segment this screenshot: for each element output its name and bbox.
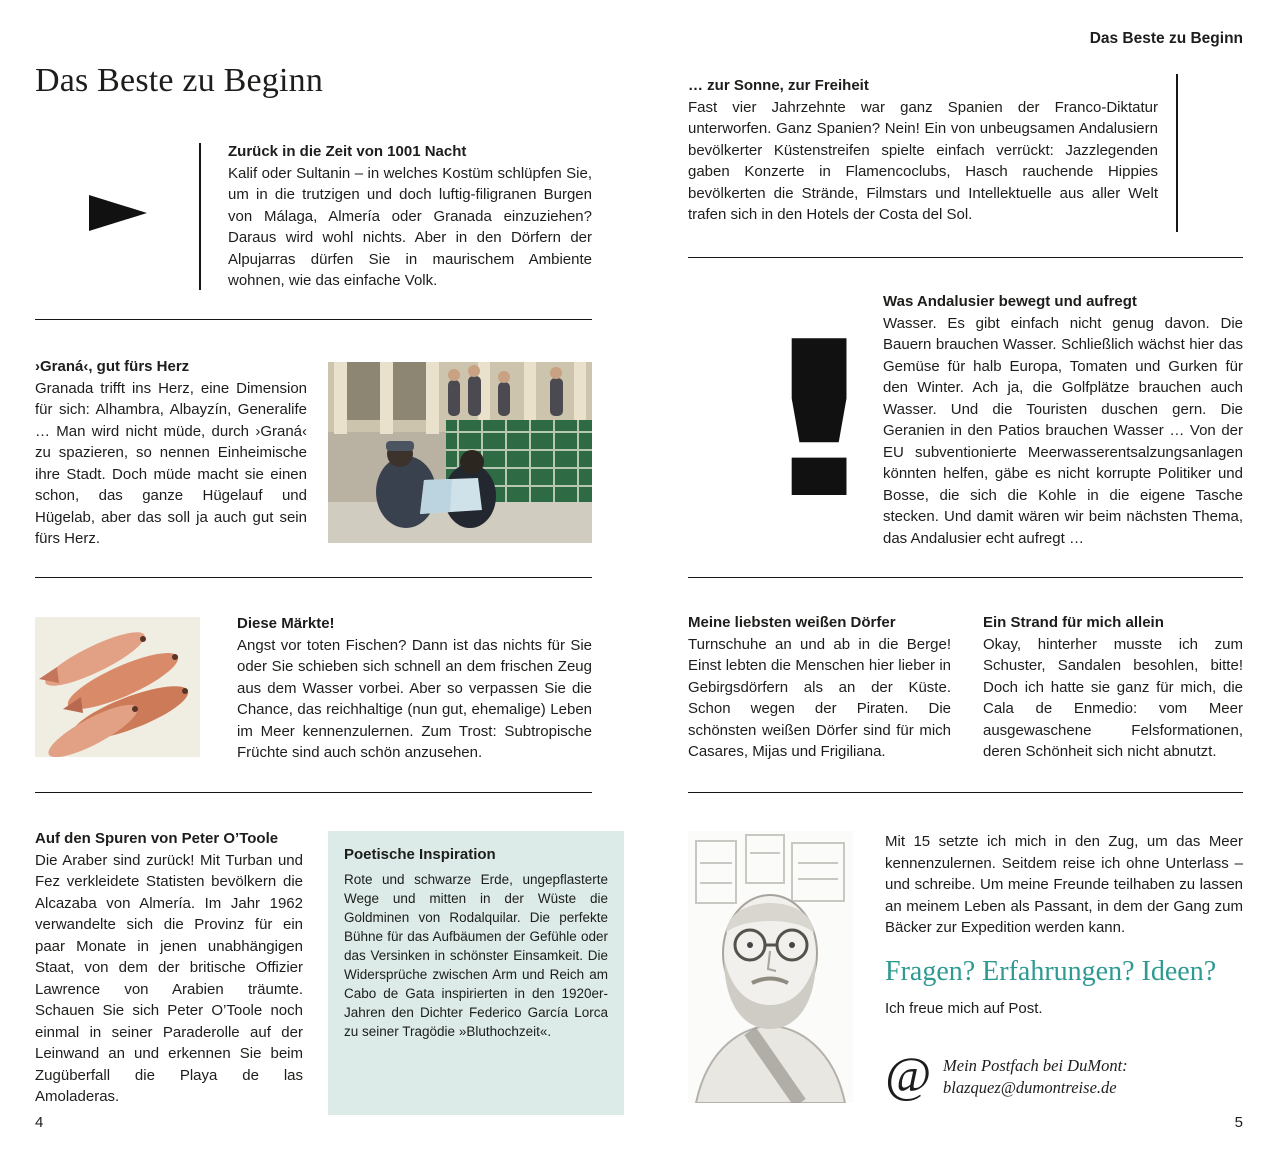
box-body: Rote und schwarze Erde, ungepflasterte Wege und mitten in der Wüste die Goldminen von Rodalquilar. Die perfekte Bühne für das Aufbäumen der Gefühle oder das Versinken in schönster Einsamkeit. Die Widersprüche zwischen Arm und Reich am Cabo de Gata inspirierten in den 1920er-Jahren den Dichter Federico García Lorca zu seiner Tragödie »Bluthochzeit«. xyxy=(344,872,608,1039)
section-heading: Diese Märkte! xyxy=(237,615,335,632)
section-vertical-rule xyxy=(199,143,201,290)
section-body: Fast vier Jahrzehnte war ganz Spanien der Franco-Diktatur unterworfen. Ganz Spanien? Nein! Ein von unbeugsamen Andalusiern bevölkerter Küstenstreifen spielte einfach verrückt: Jazzlegenden gaben Konzerte in Flamencoclubs, Hasch rauchende Hippies bevölkerten die Strände, Filmstars und Intellektuelle aus aller Welt trafen sich in den Hotels der Costa del Sol. xyxy=(688,98,1158,223)
email-address: blazquez@dumontreise.de xyxy=(943,1078,1117,1097)
cta-body: Ich freue mich auf Post. xyxy=(885,999,1043,1017)
section-vertical-rule xyxy=(1176,74,1178,232)
section-heading: Was Andalusier bewegt und aufregt xyxy=(883,293,1137,310)
author-portrait-sketch xyxy=(688,831,853,1103)
section-markets xyxy=(237,613,592,764)
alhambra-photo-graphic xyxy=(328,362,592,543)
section-otoole xyxy=(35,828,303,1108)
section-body: Kalif oder Sultanin – in welches Kostüm schlüpfen Sie, um in die trutzigen und doch luftig-filigranen Burgen von Málaga, Almería oder Granada einzuziehen? Daraus wird wohl nichts. Aber in den Dörfern der Alpujarras dürfen Sie in maurischem Ambiente wohnen, wie das einfache Volk. xyxy=(228,164,592,289)
divider xyxy=(35,792,592,793)
divider xyxy=(688,257,1243,258)
section-water xyxy=(883,291,1243,549)
exclamation-mark-icon: ! xyxy=(748,295,891,546)
page-number-left: 4 xyxy=(35,1114,44,1131)
mailbox-info xyxy=(943,1049,1128,1099)
author-sketch-graphic xyxy=(688,831,853,1103)
section-grana xyxy=(35,356,307,550)
section-author xyxy=(885,831,1243,1102)
section-freedom xyxy=(688,75,1158,226)
pointer-triangle-icon xyxy=(89,195,147,231)
section-body: Turnschuhe an und ab in die Berge! Einst lebten die Menschen hier lieber in Gebirgsdörfern als an der Küste. Schon wegen der Piraten. Die schönsten weißen Dörfer sind für mich Casares, Mijas und Frigiliana. xyxy=(688,635,951,760)
section-beach xyxy=(983,612,1243,763)
section-heading: Meine liebsten weißen Dörfer xyxy=(688,614,896,631)
section-heading: … zur Sonne, zur Freiheit xyxy=(688,77,869,94)
section-1001-nights xyxy=(228,141,592,292)
alhambra-tourists-photo xyxy=(328,362,592,543)
box-heading: Poetische Inspiration xyxy=(344,846,496,863)
poetic-inspiration-box xyxy=(328,831,624,1115)
divider xyxy=(688,792,1243,793)
page-title: Das Beste zu Beginn xyxy=(35,62,324,99)
section-body: Wasser. Es gibt einfach nicht genug davon. Die Bauern brauchen Wasser. Schließlich wächst hier das Gemüse für halb Europa, Tomaten und Gurken für den Winter. Ach ja, die Golfplätze brauchen auch Wasser. Und die Touristen duschen gern. Die Geranien in den Patios brauchen Wasser … Von der EU subventionierte Meerwasserentsalzungsanlagen könnten helfen, gäbe es nicht korrupte Politiker und Bosse, die sich die Kohle in die eigene Tasche stecken. Und damit wären wir beim nächsten Thema, das Andalusier echt aufregt … xyxy=(883,314,1243,547)
section-body: Granada trifft ins Herz, eine Dimension für sich: Alhambra, Albayzín, Generalife … Man wird nicht müde, durch ›Graná‹ zu spazieren, so nennen Einheimische ihre Stadt. Doch müde macht sie einen schon, das ganze Hügelauf und Hügelab, aber das soll ja auch gut sein fürs Herz. xyxy=(35,379,307,547)
at-sign-icon: @ xyxy=(885,1046,931,1102)
mailbox-row xyxy=(885,1046,1243,1102)
section-heading: Auf den Spuren von Peter O’Toole xyxy=(35,830,279,847)
divider xyxy=(35,319,592,320)
section-body: Angst vor toten Fischen? Dann ist das nichts für Sie oder Sie schieben sich schnell an dem frischen Zeug aus dem Wasser vorbei. Aber so verpassen Sie die Chance, das reichhaltige (nun gut, ehemalige) Leben im Meer kennenzulernen. Zum Trost: Subtropische Früchte sind auch schön anzusehen. xyxy=(237,636,592,761)
section-body: Die Araber sind zurück! Mit Turban und Fez verkleidete Statisten bevölkern die Alcazaba von Almería. Im Jahr 1962 verwandelte sich die Provinz für ein paar Monate in jenen unabhängigen Staat, von dem der britische Offizier Lawrence von Arabien träumte. Schauen Sie sich Peter O’Toole noch einmal in seiner Paraderolle auf der Leinwand an und erkennen Sie beim Zugüberfall die Playa de las Amoladeras. xyxy=(35,851,303,1105)
section-body: Okay, hinterher musste ich zum Schuster, Sandalen besohlen, bitte! Doch ich hatte sie ganz für mich, die Cala de Enmedio: vom Meer ausgewaschene Felsformationen, deren Schönheit sich nicht abnutzt. xyxy=(983,635,1243,760)
fish-photo-graphic xyxy=(35,617,200,757)
cta-heading: Fragen? Erfahrungen? Ideen? xyxy=(885,955,1217,987)
section-heading: ›Graná‹, gut fürs Herz xyxy=(35,358,190,375)
author-body: Mit 15 setzte ich mich in den Zug, um das Meer kennenzulernen. Seitdem reise ich ohne Unterlass – und schreibe. Um meine Freunde teilhaben zu lassen an meinem Leben als Passant, in dem der Gang zum Bäcker zur Expedition werden kann. xyxy=(885,833,1243,936)
page-number-right: 5 xyxy=(1234,1114,1243,1131)
divider xyxy=(35,577,592,578)
running-head: Das Beste zu Beginn xyxy=(1089,30,1243,47)
section-villages xyxy=(688,612,951,763)
divider xyxy=(688,577,1243,578)
section-heading: Ein Strand für mich allein xyxy=(983,614,1164,631)
mailbox-label: Mein Postfach bei DuMont: xyxy=(943,1056,1128,1075)
section-heading: Zurück in die Zeit von 1001 Nacht xyxy=(228,143,467,160)
fish-market-photo xyxy=(35,617,200,757)
